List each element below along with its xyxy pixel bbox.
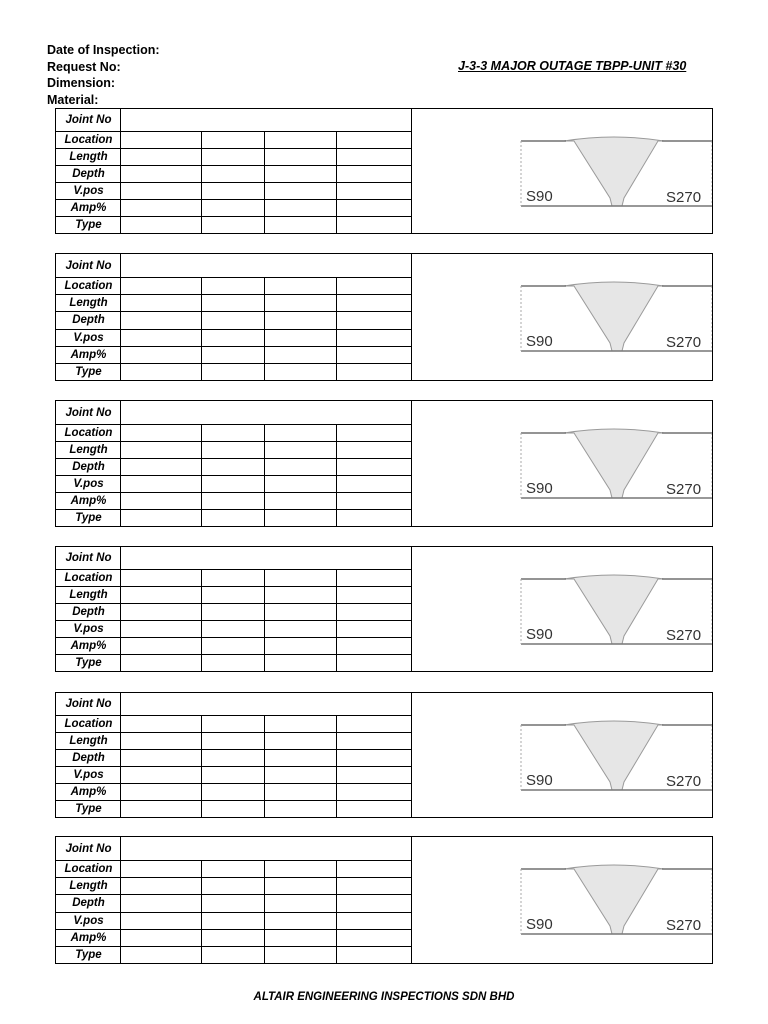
row-label: Length [69, 588, 108, 601]
form-row [56, 363, 412, 380]
form-row [56, 509, 412, 526]
form-row [56, 458, 412, 475]
date-of-inspection-label: Date of Inspection: [47, 43, 160, 57]
material-label: Material: [47, 92, 99, 107]
row-label: Type [75, 365, 102, 378]
row-label: Location [64, 571, 113, 584]
dimension-label: Dimension: [47, 76, 116, 90]
form-row [56, 654, 412, 671]
form-row [56, 277, 412, 294]
row-label: Depth [72, 605, 105, 618]
form-row [56, 131, 412, 148]
form-row [56, 492, 412, 509]
weld-joint-diagram [466, 837, 712, 963]
row-label: Depth [72, 751, 105, 764]
diagram-left-label: S90 [526, 333, 553, 350]
form-row [56, 294, 412, 311]
diagram-left-label: S90 [526, 916, 553, 933]
diagram-left-label: S90 [526, 626, 553, 643]
diagram-left-label: S90 [526, 772, 553, 789]
form-row [56, 424, 412, 441]
form-row [56, 800, 412, 817]
weld-joint-diagram [466, 693, 712, 817]
diagram-right-label: S270 [666, 773, 702, 790]
form-row [56, 837, 412, 860]
form-row [56, 586, 412, 603]
request-no-label: Request No: [47, 59, 121, 74]
inspection-block [55, 836, 713, 964]
form-row [56, 912, 412, 929]
row-label: Location [64, 133, 113, 146]
row-label: Depth [72, 167, 105, 180]
row-label: Amp% [70, 931, 107, 944]
row-label: Joint No [65, 259, 112, 272]
row-label: Length [69, 150, 108, 163]
form-row [56, 475, 412, 492]
form-row [56, 693, 412, 715]
form-row [56, 254, 412, 277]
row-label: Amp% [70, 494, 107, 507]
row-label: V.pos [73, 331, 104, 344]
form-row [56, 749, 412, 766]
form-row [56, 311, 412, 329]
form-row [56, 860, 412, 877]
form-row [56, 929, 412, 946]
row-label: Length [69, 296, 108, 309]
row-label: Depth [72, 897, 105, 909]
diagram-right-label: S270 [666, 481, 702, 498]
form-row [56, 547, 412, 569]
row-label: Type [75, 218, 102, 231]
row-label: Depth [72, 460, 105, 473]
diagram-right-label: S270 [666, 189, 702, 206]
row-label: Joint No [65, 114, 112, 126]
row-label: Location [64, 279, 113, 292]
form-row [56, 783, 412, 800]
form-row [56, 732, 412, 749]
row-label: Length [69, 443, 108, 456]
weld-joint-diagram [466, 401, 712, 526]
row-label: Depth [72, 314, 105, 326]
inspection-block [55, 108, 713, 234]
row-label: Joint No [65, 406, 112, 419]
row-label: V.pos [73, 477, 104, 490]
form-row [56, 199, 412, 216]
form-row [56, 620, 412, 637]
row-label: Length [69, 734, 108, 747]
row-label: Amp% [70, 785, 107, 798]
diagram-right-label: S270 [666, 627, 702, 644]
diagram-left-label: S90 [526, 188, 553, 205]
header-fields [47, 42, 160, 108]
inspection-block [55, 546, 713, 672]
form-row [56, 946, 412, 963]
row-label: Joint No [65, 552, 112, 564]
form-row [56, 182, 412, 199]
form-row [56, 603, 412, 620]
row-label: Amp% [70, 639, 107, 652]
row-label: Type [75, 948, 102, 961]
diagram-right-label: S270 [666, 917, 702, 934]
row-label: Joint No [65, 698, 112, 710]
weld-joint-diagram [466, 547, 712, 671]
row-label: Joint No [65, 842, 112, 855]
form-row [56, 109, 412, 131]
form-row [56, 715, 412, 732]
row-label: Type [75, 656, 102, 669]
project-title: J-3-3 MAJOR OUTAGE TBPP-UNIT #30 [458, 59, 687, 73]
form-row [56, 346, 412, 363]
form-row [56, 894, 412, 912]
form-row [56, 637, 412, 654]
form-row [56, 877, 412, 894]
row-label: Amp% [70, 201, 107, 214]
row-label: V.pos [73, 914, 104, 927]
row-label: V.pos [73, 768, 104, 781]
form-row [56, 766, 412, 783]
row-label: Location [64, 717, 113, 730]
form-row [56, 165, 412, 182]
form-row [56, 401, 412, 424]
row-label: V.pos [73, 622, 104, 635]
row-label: V.pos [73, 184, 104, 197]
diagram-left-label: S90 [526, 480, 553, 497]
form-row [56, 148, 412, 165]
form-row [56, 329, 412, 346]
diagram-right-label: S270 [666, 334, 702, 351]
row-label: Length [69, 879, 108, 892]
form-row [56, 441, 412, 458]
inspection-block [55, 253, 713, 381]
row-label: Location [64, 862, 113, 875]
row-label: Type [75, 802, 102, 815]
form-row [56, 216, 412, 233]
form-row [56, 569, 412, 586]
inspection-block [55, 400, 713, 527]
weld-joint-diagram [466, 254, 712, 380]
row-label: Type [75, 511, 102, 524]
row-label: Amp% [70, 348, 107, 361]
row-label: Location [64, 426, 113, 439]
inspection-block [55, 692, 713, 818]
weld-joint-diagram [466, 109, 712, 233]
company-footer: ALTAIR ENGINEERING INSPECTIONS SDN BHD [253, 991, 515, 1003]
